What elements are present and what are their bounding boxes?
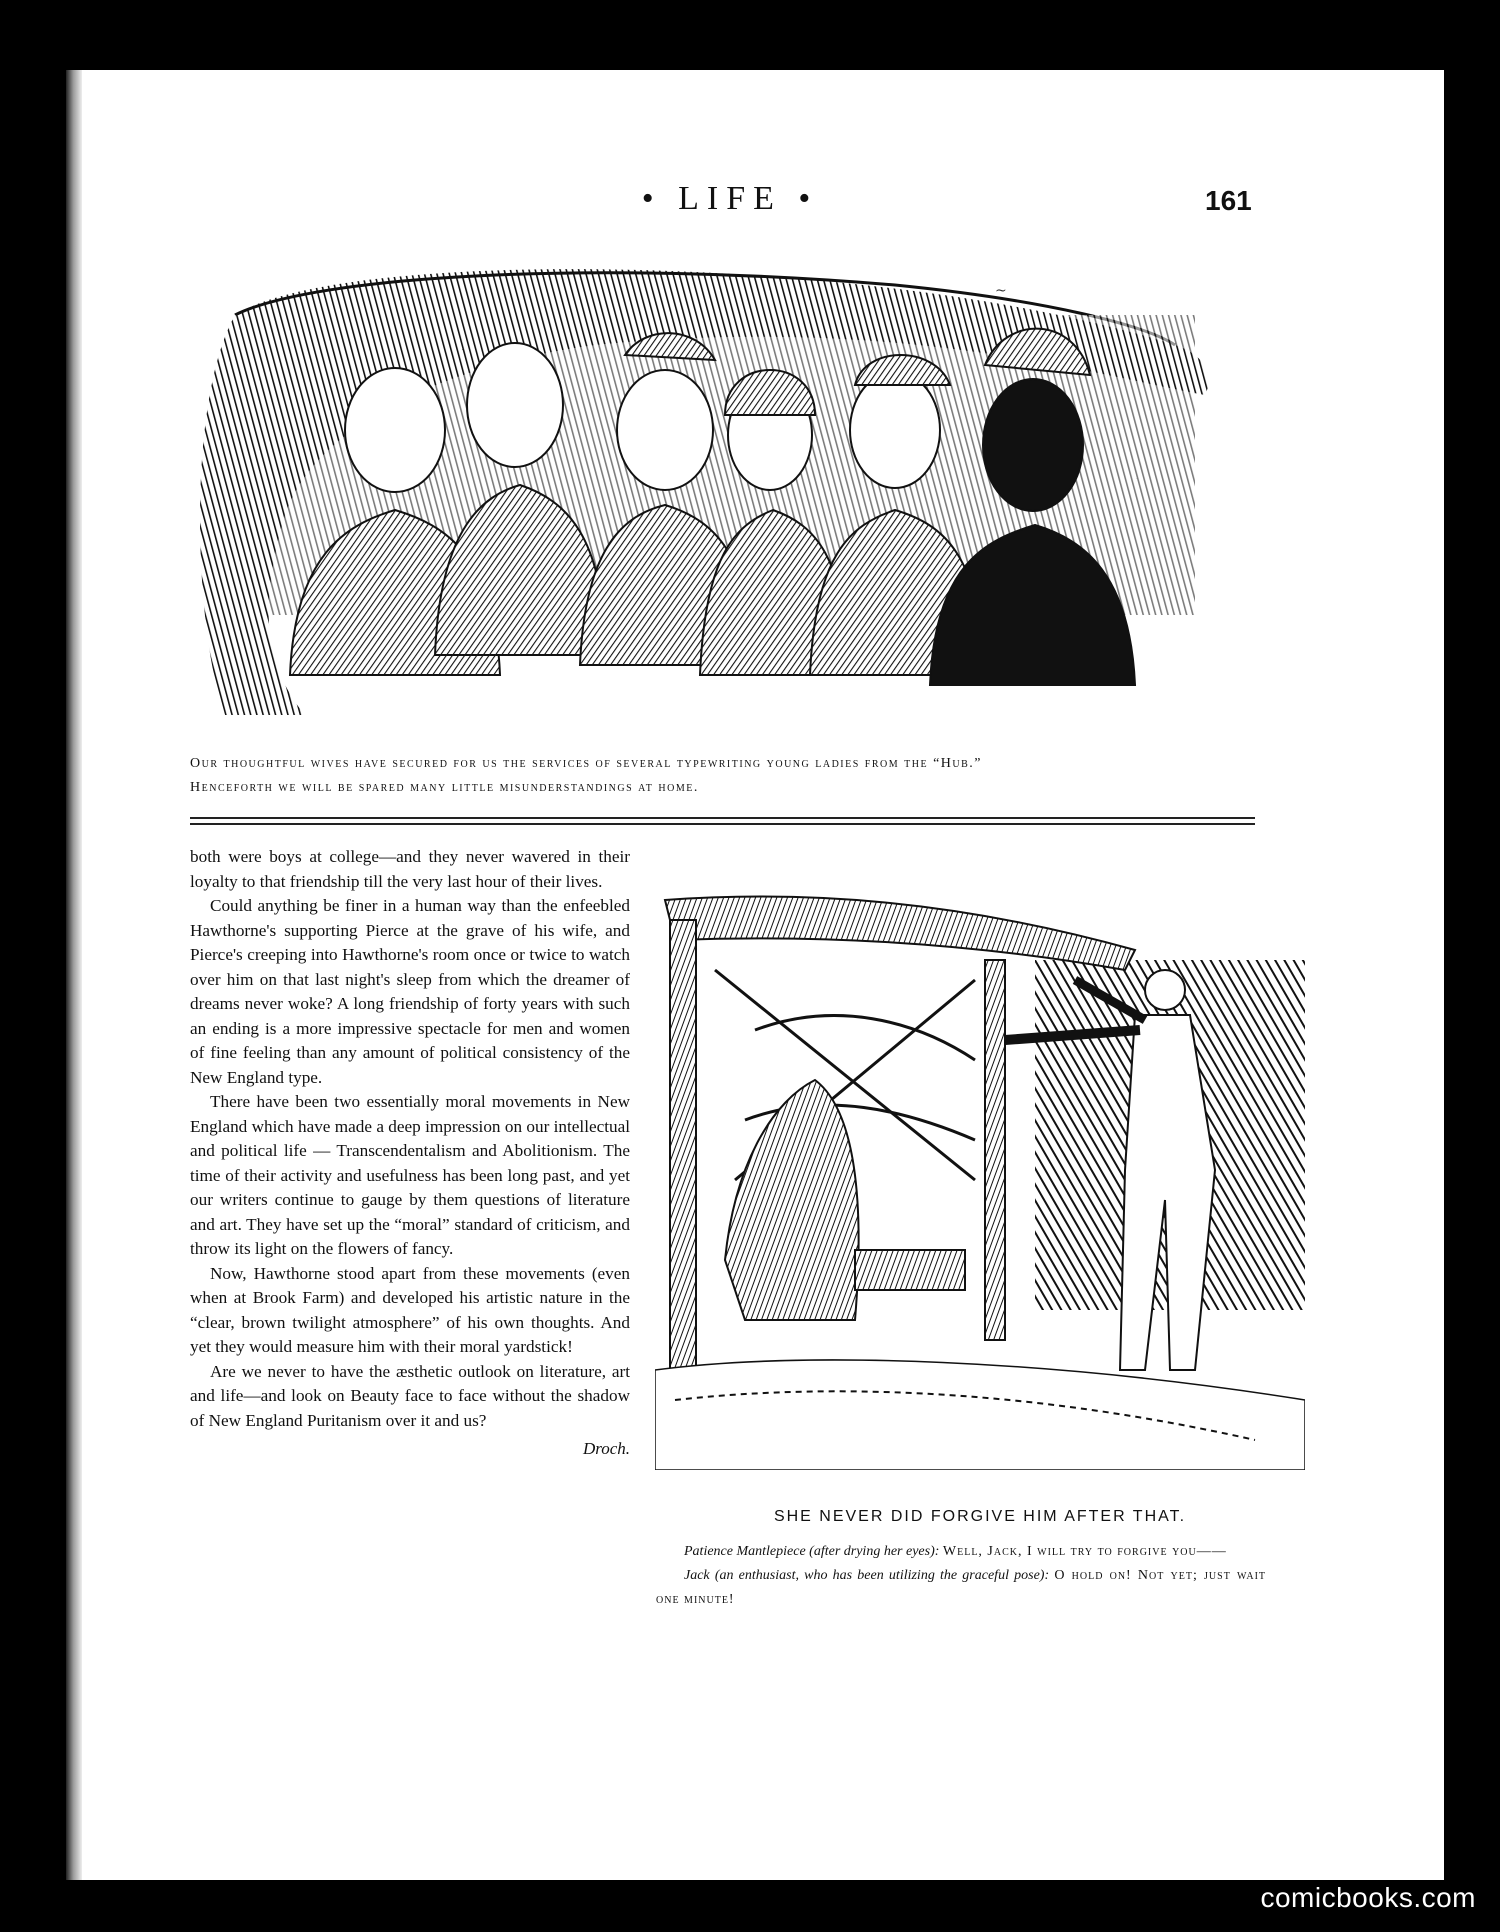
cartoon-title: SHE NEVER DID FORGIVE HIM AFTER THAT.	[773, 1508, 1187, 1525]
seated-woman	[725, 1080, 859, 1320]
divider-rule-bottom	[190, 823, 1255, 825]
scan-border	[1444, 0, 1500, 1932]
dialog-line-2: O hold on! Not yet; just wait one minute!	[656, 1568, 1267, 1607]
author-signature: Droch.	[582, 1439, 630, 1458]
top-illustration	[195, 255, 1220, 725]
article-paragraph-1: both were boys at college—and they never wavered in their loyalty to that friendship till the very last hour of their lives.	[190, 847, 630, 891]
cartoon-illustration	[655, 880, 1305, 1470]
article-paragraph-2: Could anything be finer in a human way than the enfeebled Hawthorne's supporting Pierce at the grave of his wife, and Pierce's creeping into Hawthorne's room once or twice to watch over him on that last night's sleep from which the dreamer of dreams never woke? A long friendship of forty years with such an ending is a more impressive spectacle for men and women of fine feeling than any amount of political consistency of the New England type.	[190, 896, 630, 1087]
top-illustration-caption	[190, 752, 1255, 800]
masthead-title: • LIFE •	[641, 180, 819, 217]
dialog-entry-2	[656, 1564, 1266, 1612]
binding-spine	[66, 70, 82, 1880]
dialog-entry-1	[656, 1540, 1266, 1564]
article-paragraph-4: Now, Hawthorne stood apart from these movements (even when at Brook Farm) and developed his artistic nature in the “clear, brown twilight atmosphere” of his own thoughts. And yet they would measure him with their moral yardstick!	[190, 1263, 630, 1356]
article-paragraph-3: There have been two essentially moral movements in New England which have made a deep impression on our intellectual and political life — Transcendentalism and Abolitionism. The time of their activity and usefulness has been long past, and yet our writers continue to gauge by them questions of literature and art. They have set up the “moral” standard of criticism, and throw its light on the flowers of fancy.	[190, 1092, 630, 1258]
divider-rule-top	[190, 817, 1255, 819]
caption-line-2: Henceforth we will be spared many little misunderstandings at home.	[190, 780, 699, 795]
page-number: 161	[1205, 185, 1252, 216]
dialog-speaker-2: Jack (an enthusiast, who has been utilizing the graceful pose):	[684, 1568, 1050, 1583]
dialog-speaker-1: Patience Mantlepiece (after drying her eyes):	[684, 1544, 940, 1559]
site-watermark: comicbooks.com	[1260, 1882, 1476, 1913]
caption-line-1: Our thoughtful wives have secured for us the services of several typewriting young ladies from the “Hub.”	[190, 756, 983, 771]
dialog-line-1: Well, Jack, I will try to forgive you——	[942, 1544, 1227, 1559]
article-column	[190, 845, 630, 1462]
cartoon-dialog	[656, 1540, 1266, 1612]
artist-signature: ~	[995, 283, 1007, 299]
rustic-bench	[855, 1250, 965, 1290]
article-paragraph-5: Are we never to have the æsthetic outlook on literature, art and life—and look on Beauty face to face without the shadow of New England Puritanism over it and us?	[190, 1361, 630, 1430]
